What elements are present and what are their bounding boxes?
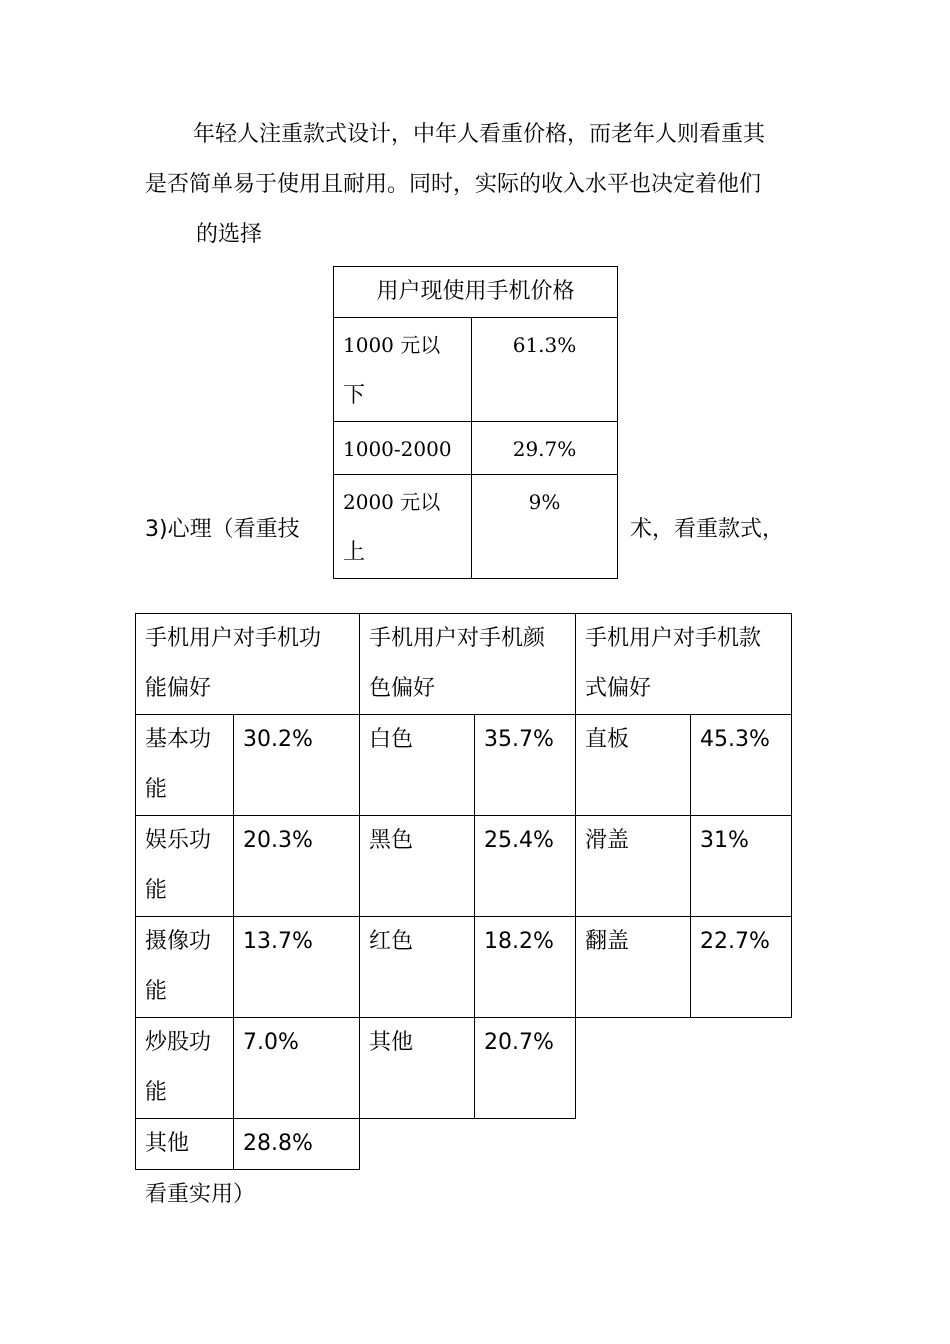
style-label-cell: 直板 [576, 715, 691, 816]
function-label-cell: 摄像功 能 [136, 917, 234, 1018]
preference-table [135, 613, 792, 1170]
price-range-cell: 2000 元以 上 [334, 475, 472, 579]
color-value-cell: 25.4% [475, 816, 576, 917]
style-label-cell: 滑盖 [576, 816, 691, 917]
empty-cell [576, 1018, 792, 1119]
price-range-cell: 1000-2000 [334, 422, 472, 475]
color-value-cell: 18.2% [475, 917, 576, 1018]
function-value-cell: 28.8% [234, 1119, 360, 1170]
color-preference-header: 手机用户对手机颜 色偏好 [360, 614, 576, 715]
function-label-cell: 娱乐功 能 [136, 816, 234, 917]
table-row [136, 1018, 792, 1119]
paragraph-line-2: 是否简单易于使用且耐用。同时，实际的收入水平也决定着他们 [145, 172, 762, 197]
table-row [136, 1119, 792, 1170]
table-row [136, 715, 792, 816]
function-label-cell: 炒股功 能 [136, 1018, 234, 1119]
price-table [333, 266, 618, 579]
price-percent-cell: 29.7% [472, 422, 618, 475]
function-value-cell: 20.3% [234, 816, 360, 917]
color-label-cell: 黑色 [360, 816, 475, 917]
price-percent-cell: 9% [472, 475, 618, 579]
function-label-cell: 基本功 能 [136, 715, 234, 816]
table-row [334, 422, 618, 475]
color-label-cell: 白色 [360, 715, 475, 816]
paragraph-line-3: 的选择 [196, 222, 263, 247]
empty-cell [360, 1119, 792, 1170]
style-value-cell: 45.3% [691, 715, 792, 816]
style-preference-header: 手机用户对手机款 式偏好 [576, 614, 792, 715]
style-value-cell: 31% [691, 816, 792, 917]
function-value-cell: 30.2% [234, 715, 360, 816]
table-row [334, 318, 618, 422]
table-row [136, 917, 792, 1018]
price-percent-cell: 61.3% [472, 318, 618, 422]
function-value-cell: 13.7% [234, 917, 360, 1018]
table-row [136, 816, 792, 917]
psych-line-end: 看重实用） [145, 1182, 256, 1207]
function-preference-header: 手机用户对手机功 能偏好 [136, 614, 360, 715]
function-label-cell: 其他 [136, 1119, 234, 1170]
color-label-cell: 其他 [360, 1018, 475, 1119]
price-range-cell: 1000 元以 下 [334, 318, 472, 422]
color-value-cell: 20.7% [475, 1018, 576, 1119]
function-value-cell: 7.0% [234, 1018, 360, 1119]
paragraph-line-1: 年轻人注重款式设计，中年人看重价格，而老年人则看重其 [193, 122, 766, 147]
psych-line-left: 3)心理（看重技 [145, 517, 300, 542]
color-label-cell: 红色 [360, 917, 475, 1018]
psych-line-right: 术，看重款式， [630, 517, 785, 542]
color-value-cell: 35.7% [475, 715, 576, 816]
style-label-cell: 翻盖 [576, 917, 691, 1018]
price-table-header: 用户现使用手机价格 [334, 267, 618, 318]
table-row [334, 475, 618, 579]
style-value-cell: 22.7% [691, 917, 792, 1018]
